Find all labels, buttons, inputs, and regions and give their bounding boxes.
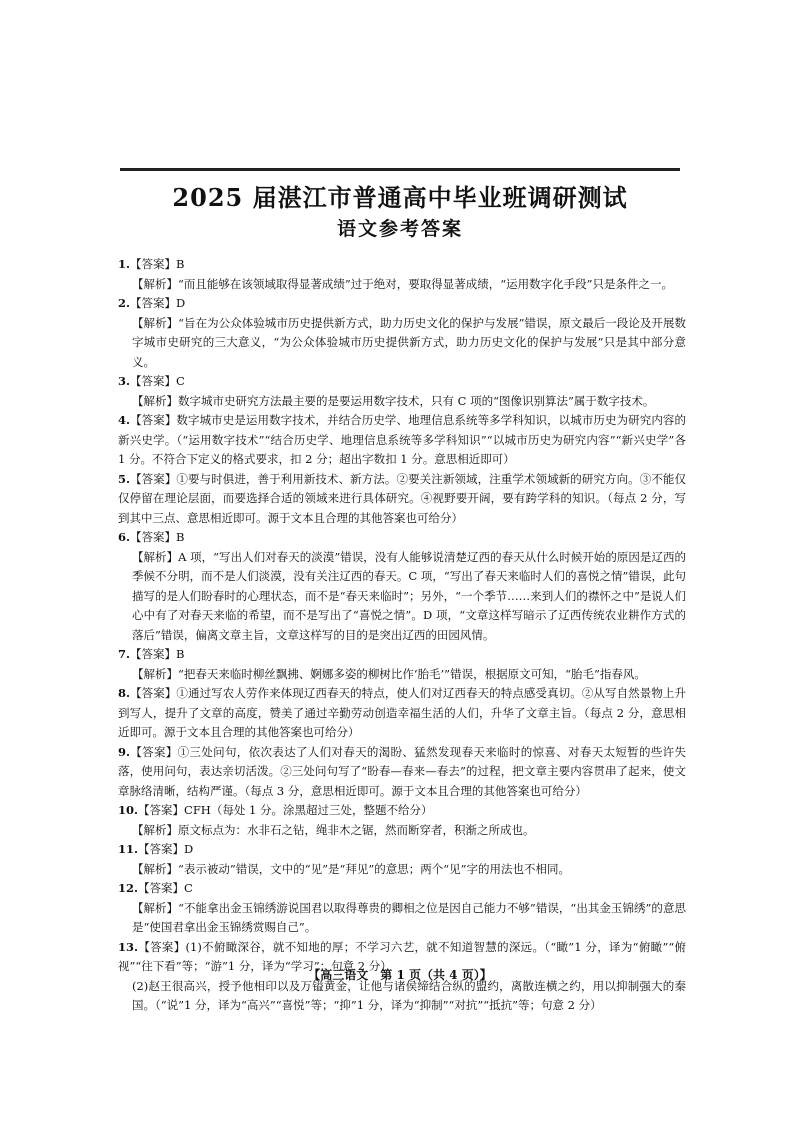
answer-line [118, 743, 686, 802]
line-text: 【答案】C [138, 881, 193, 895]
question-number: 2. [118, 296, 131, 310]
line-text: 【答案】D [130, 296, 186, 310]
line-text: 【答案】①要与时俱进，善于利用新技术、新方法。②要关注新领域，注重学术领域新的研究方向。③不能仅仅停留在理论层面，而要选择合适的领域来进行具体研究。④视野要开阔，要有跨学科的知识。（每点 2 分，写到其中三点、意思相近即可。源于文本且合理的其他答案也可给分） [118, 471, 686, 525]
line-text: 【解析】“而且能够在该领域取得显著成绩”过于绝对，要取得显著成绩，“运用数字化手段”只是条件之一。 [132, 276, 674, 291]
question-number: 6. [118, 530, 131, 544]
line-text: 【解析】“表示被动”错误，文中的“见”是“拜见”的意思；两个“见”字的用法也不相同。 [132, 861, 571, 876]
answer-line [118, 528, 686, 548]
answer-item [118, 372, 686, 411]
line-text: 【解析】A 项，“写出人们对春天的淡漠”错误，没有人能够说清楚辽西的春天从什么时候开始的原因是辽西的季候不分明，而不是人们淡漠，没有关注辽西的春天。C 项，“写出了春天来临时人们的喜悦之情”错误，此句描写的是人们盼春时的心理状态，而不是“春天来临时”；另外，“一个季节……来到人们的襟怀之中”是说人们心中有了对春天来临的希望，而不是写出了“喜悦之情”。D 项，“文章这样写暗示了辽西传统农业耕作方式的落后”错误，偏离文章主旨，文章这样写的目的是突出辽西的田园风情。 [132, 549, 686, 642]
answer-item [118, 411, 686, 470]
answer-item [118, 645, 686, 684]
line-text: 【答案】数字城市史是运用数字技术，并结合历史学、地理信息系统等多学科知识，以城市历史为研究内容的新兴史学。（“运用数字技术”“结合历史学、地理信息系统等多学科知识”“以城市历史为研究内容”“新兴史学”各 1 分。不符合下定义的格式要求，扣 2 分；超出字数扣 1 分。意思相近即可） [118, 413, 686, 466]
line-text: 【答案】B [130, 530, 185, 544]
page-subtitle: 语文参考答案 [336, 218, 463, 240]
top-rule [120, 168, 680, 171]
line-text: 【答案】①三处问句，依次表达了人们对春天的渴盼、猛然发现春天来临时的惊喜、对春天太短暂的些许失落，使用问句，表达亲切活泼。②三处问句写了“盼春—春来—春去”的过程，把文章主要内容贯串了起来，使文章脉络清晰，结构严谨。（每点 3 分，意思相近即可。源于文本且合理的其他答案也可给分） [118, 744, 686, 798]
analysis-line [118, 899, 686, 938]
answer-item [118, 294, 686, 372]
line-text: 【答案】B [130, 647, 185, 661]
line-text: 【解析】“旨在为公众体验城市历史提供新方式，助力历史文化的保护与发展”错误，原文最后一段论及开展数字城市史研究的三大意义，“为公众体验城市历史提供新方式，助力历史文化的保护与发展”只是其中部分意义。 [132, 315, 686, 369]
line-text: 【答案】D [138, 842, 194, 856]
line-text: 【答案】B [130, 257, 185, 271]
line-text: 【答案】CFH（每处 1 分。涂黑超过三处，整题不给分） [138, 803, 433, 817]
answer-line [118, 645, 686, 665]
question-number: 5. [118, 471, 131, 486]
question-number: 12. [118, 881, 139, 895]
line-text: 【答案】C [130, 374, 185, 388]
line-text: 【解析】“不能拿出金玉锦绣游说国君以取得尊贵的卿相之位是因自己能力不够”错误，“出其金玉锦绣”的意思是“使国君拿出金玉锦绣赏赐自己”。 [132, 900, 686, 934]
line-text: 【答案】①通过写农人劳作来体现辽西春天的特点，使人们对辽西春天的特点感受真切。②从写自然景物上升到写人，提升了文章的高度，赞美了通过辛勤劳动创造幸福生活的人们，升华了文章主旨。（每点 2 分，意思相近即可。源于文本且合理的其他答案也可给分） [118, 686, 686, 739]
line-text: 【解析】数字城市史研究方法最主要的是要运用数字技术，只有 C 项的“图像识别算法”属于数字技术。 [132, 393, 655, 408]
analysis-line [118, 275, 686, 295]
question-number: 9. [118, 744, 131, 759]
answer-line [118, 879, 686, 899]
answer-line [118, 470, 686, 529]
answer-line [118, 411, 686, 470]
question-number: 13. [118, 939, 139, 954]
line-text: 【答案】(1)不俯瞰深谷，就不知地的厚；不学习六艺，就不知道智慧的深远。（“瞰”1 分，译为“俯瞰”“俯视”“往下看”等；“游”1 分，译为“学习”；句意 2 分） [118, 939, 686, 973]
answer-line [118, 684, 686, 743]
answer-item [118, 528, 686, 645]
analysis-line [118, 548, 686, 646]
question-number: 3. [118, 374, 131, 388]
question-number: 8. [118, 686, 131, 700]
question-number: 11. [118, 842, 139, 856]
answer-item [118, 840, 686, 879]
question-number: 7. [118, 647, 131, 661]
page-footer: 【高三语文 第 1 页（共 4 页）】 [308, 968, 492, 982]
page-title: 2025 届湛江市普通高中毕业班调研测试 [172, 183, 628, 212]
analysis-line [118, 314, 686, 373]
line-text: (2)赵王很高兴，授予他相印以及万镒黄金，让他与诸侯缔结合纵的盟约，离散连横之约，用以抑制强大的秦国。（“说”1 分，译为“高兴”“喜悦”等；“抑”1 分，译为“抑制”“对抗”“抵抗”等；句意 2 分） [132, 978, 686, 1012]
answer-line [118, 801, 686, 821]
analysis-line [118, 860, 686, 880]
question-number: 1. [118, 257, 131, 271]
answer-item [118, 470, 686, 529]
line-text: 【解析】“把春天来临时柳丝飘拂、婀娜多姿的柳树比作‘胎毛’”错误，根据原文可知，“胎毛”指春风。 [132, 666, 646, 681]
answer-line [118, 294, 686, 314]
analysis-line [118, 392, 686, 412]
question-number: 4. [118, 413, 131, 427]
answer-list [118, 255, 686, 1016]
analysis-line [118, 665, 686, 685]
answer-item [118, 255, 686, 294]
question-number: 10. [118, 803, 139, 817]
answer-item [118, 801, 686, 840]
answer-line [118, 372, 686, 392]
answer-item [118, 879, 686, 938]
line-text: 【解析】原文标点为：水非石之钻，绳非木之锯，然而断穿者，积渐之所成也。 [132, 822, 535, 837]
answer-item [118, 684, 686, 743]
answer-line [118, 255, 686, 275]
analysis-line [118, 821, 686, 841]
answer-item [118, 743, 686, 802]
answer-line [118, 840, 686, 860]
